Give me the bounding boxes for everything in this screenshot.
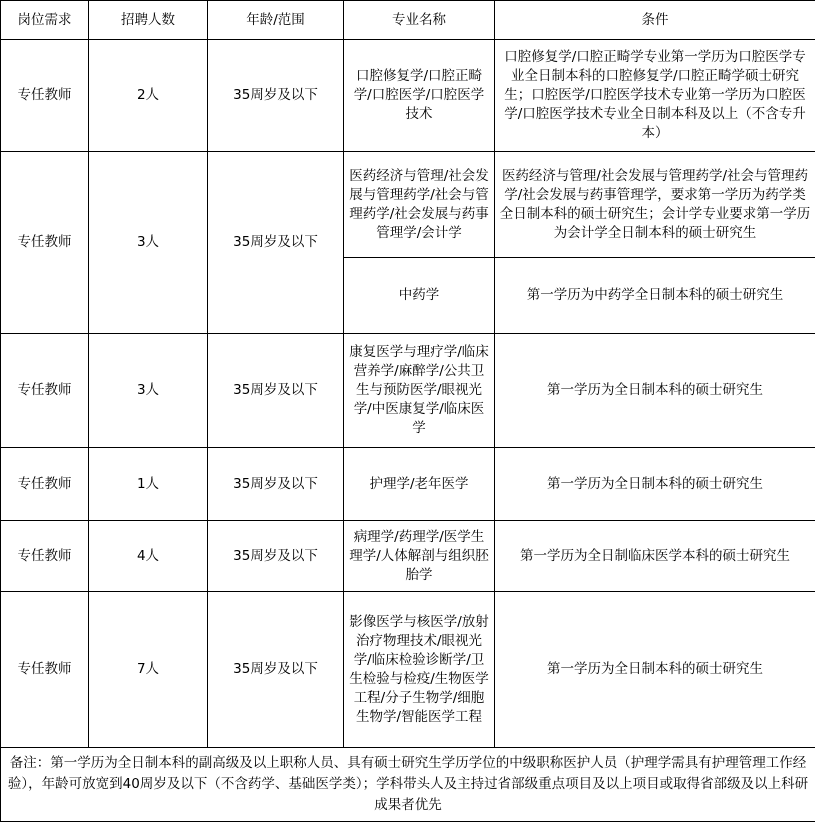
note-text: 备注：第一学历为全日制本科的副高级及以上职称人员、具有硕士研究生学历学位的中级职称医护人员（护理学需具有护理管理工作经验），年龄可放宽到40周岁及以下（不含药学、基础医学类）；学科带头人及主持过省部级重点项目及以上项目或取得省部级及以上科研成果者优先 — [1, 748, 815, 822]
condition-cell: 第一学历为全日制本科的硕士研究生 — [495, 334, 815, 448]
age-cell: 35周岁及以下 — [208, 592, 344, 748]
table-row — [1, 152, 815, 258]
position-cell: 专任教师 — [1, 592, 89, 748]
major-cell: 护理学/老年医学 — [344, 448, 495, 521]
count-cell: 2人 — [89, 40, 208, 152]
table-row — [1, 592, 815, 748]
count-cell: 1人 — [89, 448, 208, 521]
position-cell: 专任教师 — [1, 521, 89, 592]
age-cell: 35周岁及以下 — [208, 40, 344, 152]
note-row — [1, 748, 815, 822]
table-row — [1, 334, 815, 448]
table-row — [1, 521, 815, 592]
count-cell: 3人 — [89, 152, 208, 334]
position-cell: 专任教师 — [1, 448, 89, 521]
condition-cell: 第一学历为中药学全日制本科的硕士研究生 — [495, 258, 815, 334]
condition-cell: 第一学历为全日制本科的硕士研究生 — [495, 448, 815, 521]
position-cell: 专任教师 — [1, 334, 89, 448]
age-cell: 35周岁及以下 — [208, 334, 344, 448]
major-cell: 中药学 — [344, 258, 495, 334]
count-cell: 7人 — [89, 592, 208, 748]
count-cell: 3人 — [89, 334, 208, 448]
header-row — [1, 1, 815, 40]
header-age: 年龄/范围 — [208, 1, 344, 40]
major-cell: 影像医学与核医学/放射治疗物理技术/眼视光学/临床检验诊断学/卫生检验与检疫/生物医学工程/分子生物学/细胞生物学/智能医学工程 — [344, 592, 495, 748]
header-major: 专业名称 — [344, 1, 495, 40]
table-row — [1, 448, 815, 521]
condition-cell: 第一学历为全日制临床医学本科的硕士研究生 — [495, 521, 815, 592]
count-cell: 4人 — [89, 521, 208, 592]
major-cell: 病理学/药理学/医学生理学/人体解剖与组织胚胎学 — [344, 521, 495, 592]
age-cell: 35周岁及以下 — [208, 448, 344, 521]
header-position: 岗位需求 — [1, 1, 89, 40]
table-row — [1, 40, 815, 152]
condition-cell: 口腔修复学/口腔正畸学专业第一学历为口腔医学专业全日制本科的口腔修复学/口腔正畸学硕士研究生；口腔医学/口腔医学技术专业第一学历为口腔医学/口腔医学技术专业全日制本科及以上（不含专升本） — [495, 40, 815, 152]
header-count: 招聘人数 — [89, 1, 208, 40]
major-cell: 口腔修复学/口腔正畸学/口腔医学/口腔医学技术 — [344, 40, 495, 152]
major-cell: 医药经济与管理/社会发展与管理药学/社会与管理药学/社会发展与药事管理学/会计学 — [344, 152, 495, 258]
position-cell: 专任教师 — [1, 152, 89, 334]
major-cell: 康复医学与理疗学/临床营养学/麻醉学/公共卫生与预防医学/眼视光学/中医康复学/临床医学 — [344, 334, 495, 448]
age-cell: 35周岁及以下 — [208, 152, 344, 334]
header-condition: 条件 — [495, 1, 815, 40]
condition-cell: 第一学历为全日制本科的硕士研究生 — [495, 592, 815, 748]
position-cell: 专任教师 — [1, 40, 89, 152]
age-cell: 35周岁及以下 — [208, 521, 344, 592]
condition-cell: 医药经济与管理/社会发展与管理药学/社会与管理药学/社会发展与药事管理学，要求第一学历为药学类全日制本科的硕士研究生；会计学专业要求第一学历为会计学全日制本科的硕士研究生 — [495, 152, 815, 258]
